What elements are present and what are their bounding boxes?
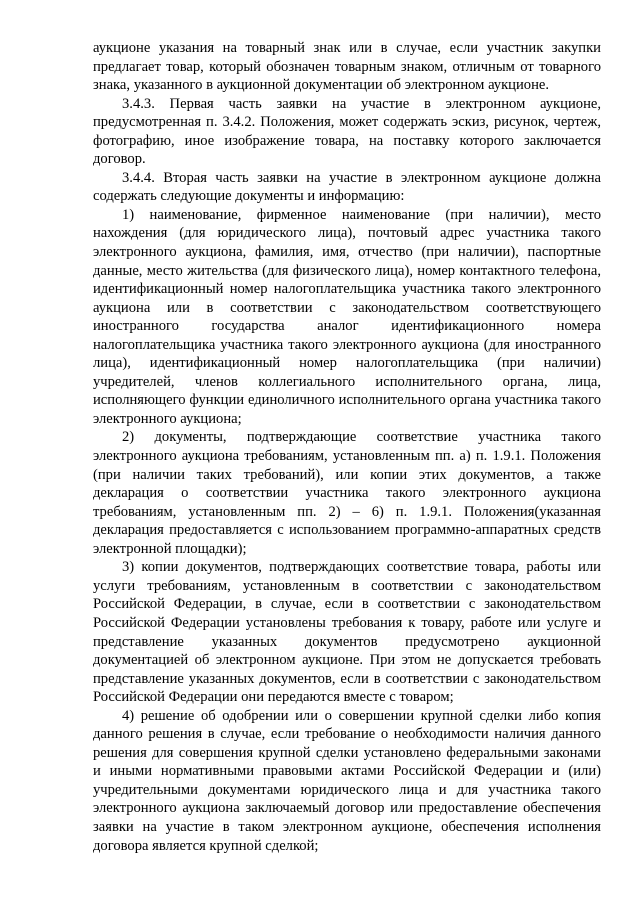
- list-item-3: 3) копии документов, подтверждающих соответствие товара, работы или услуги требованиям, установленным в соответствии с законодательством Российской Федерации, в случае, если в соответствии с законодательством Российской Федерации установлены требования к товару, работе или услуге и представление указанных документов предусмотрено аукционной документацией об электронном аукционе. При этом не допускается требовать представление указанных документов, если в соответствии с законодательством Российской Федерации они передаются вместе с товаром;: [93, 559, 601, 706]
- paragraph-3-4-4: 3.4.4. Вторая часть заявки на участие в электронном аукционе должна содержать следующие документы и информацию:: [93, 169, 601, 205]
- paragraph-continuation: аукционе указания на товарный знак или в случае, если участник закупки предлагает товар, который обозначен товарным знаком, отличным от товарного знака, указанного в аукционной документации об электронном аукционе.: [93, 40, 601, 94]
- paragraph-3-4-3: 3.4.3. Первая часть заявки на участие в электронном аукционе, предусмотренная п. 3.4.2. Положения, может содержать эскиз, рисунок, чертеж, фотографию, иное изображение товара, на поставку которого заключается договор.: [93, 95, 601, 168]
- document-page: [93, 39, 601, 855]
- list-item-4: 4) решение об одобрении или о совершении крупной сделки либо копия данного решения в случае, если требование о необходимости наличия данного решения для совершения крупной сделки установлено федеральными законами и иными нормативными правовыми актами Российской Федерации и (или) учредительными документами юридического лица и для участника такого электронного аукциона заключаемый договор или предоставление обеспечения заявки на участие в таком электронном аукционе, обеспечения исполнения договора является крупной сделкой;: [93, 707, 601, 854]
- list-item-2: 2) документы, подтверждающие соответствие участника такого электронного аукциона требованиям, установленным пп. а) п. 1.9.1. Положения (при наличии таких требований), или копии этих документов, а также декларация о соответствии участника такого электронного аукциона требованиям, установленным пп. 2) – 6) п. 1.9.1. Положения(указанная декларация предоставляется с использованием программно-аппаратных средств электронной площадки);: [93, 429, 601, 557]
- list-item-1: 1) наименование, фирменное наименование (при наличии), место нахождения (для юридического лица), почтовый адрес участника такого электронного аукциона, фамилия, имя, отчество (при наличии), паспортные данные, место жительства (для физического лица), номер контактного телефона, идентификационный номер налогоплательщика участника такого электронного аукциона или в соответствии с законодательством соответствующего иностранного государства аналог идентификационного номера налогоплательщика участника такого электронного аукциона (для иностранного лица), идентификационный номер налогоплательщика (при наличии) учредителей, членов коллегиального исполнительного органа, лица, исполняющего функции единоличного исполнительного органа участника такого электронного аукциона;: [93, 206, 601, 427]
